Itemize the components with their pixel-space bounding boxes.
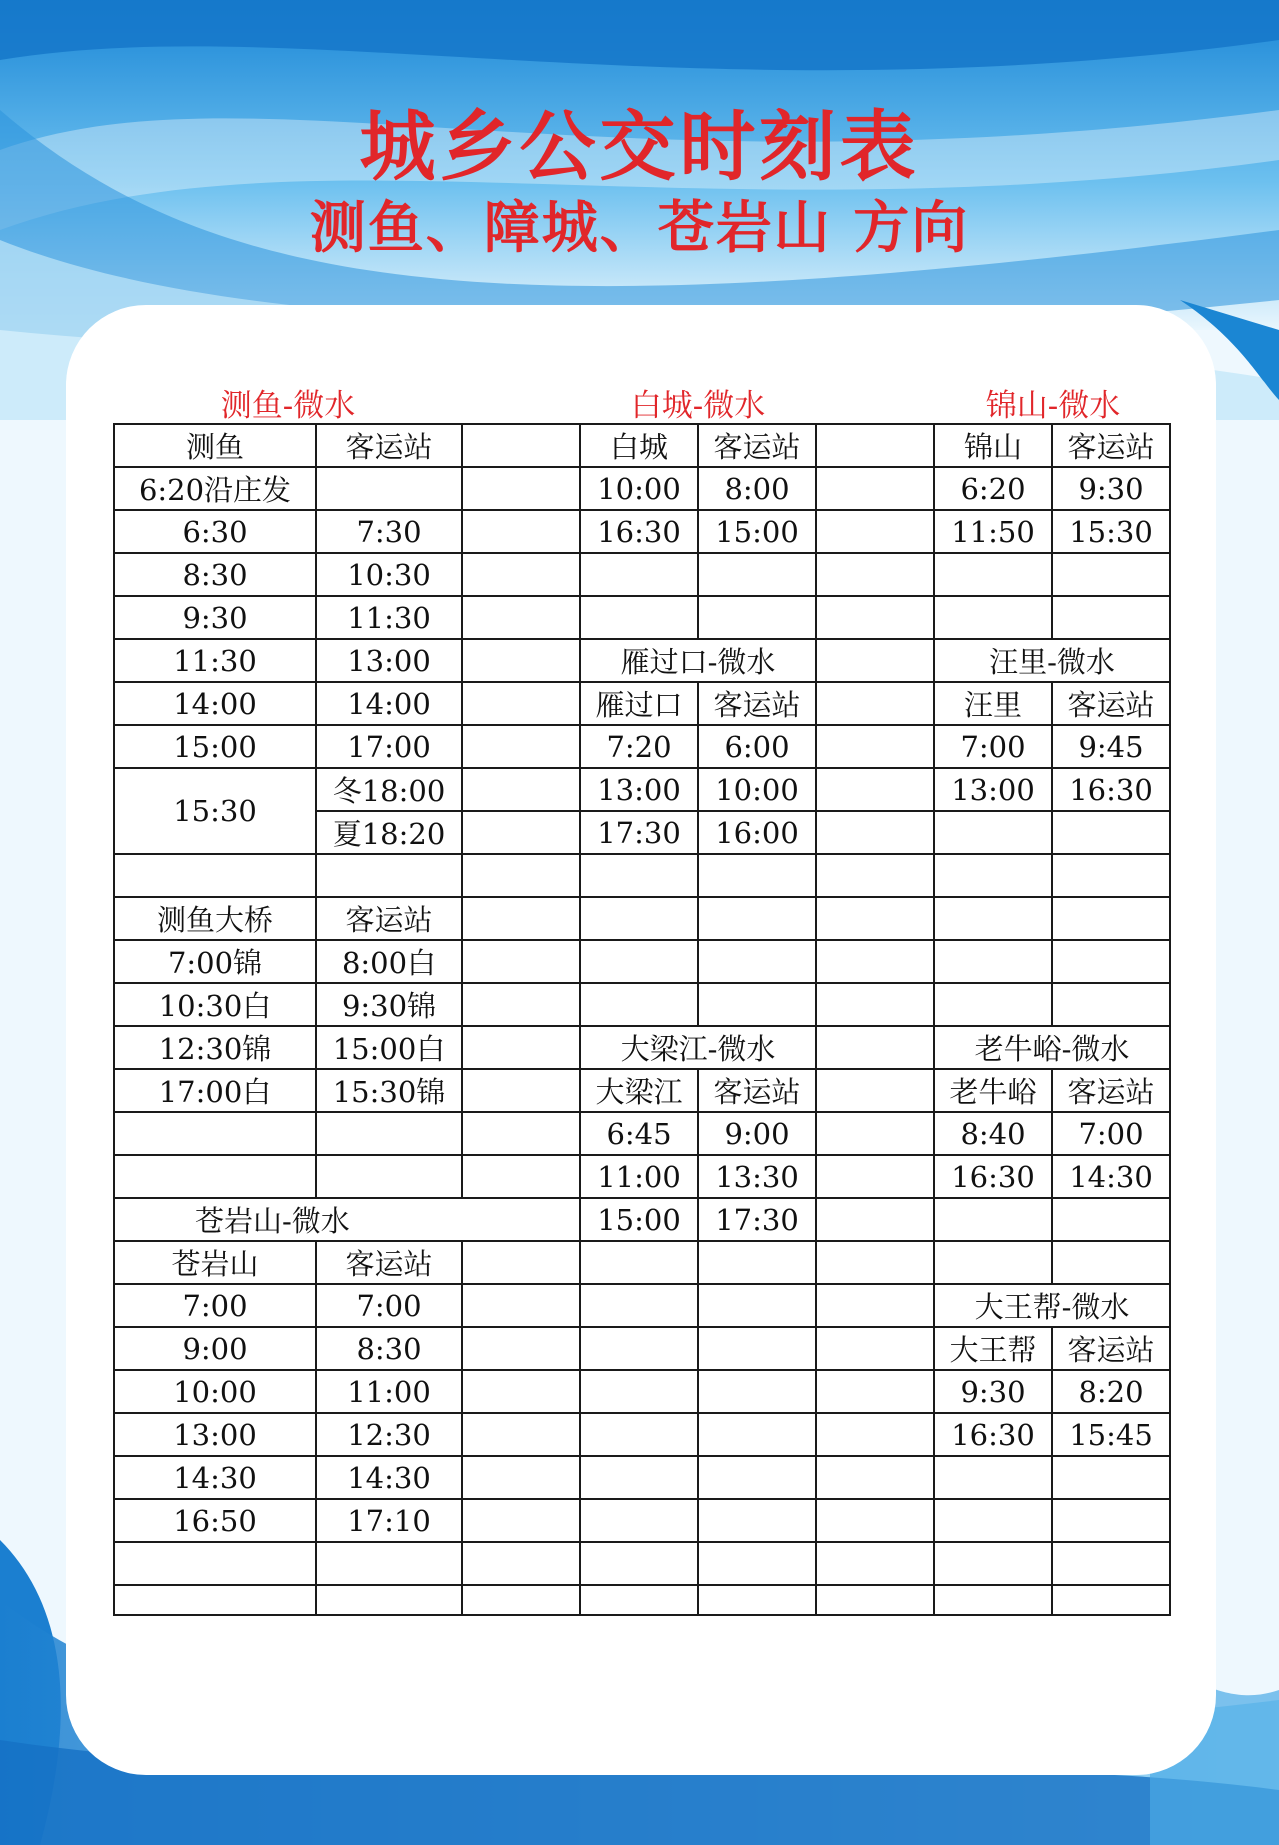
table-cell [934,983,1052,1026]
table-cell: 13:00 [114,1413,316,1456]
table-cell: 7:00 [316,1284,462,1327]
table-cell [462,768,580,811]
table-cell [698,553,816,596]
table-cell [462,854,580,897]
table-cell [816,1155,934,1198]
table-cell: 8:30 [114,553,316,596]
table-cell [462,1499,580,1542]
table-cell: 7:00锦 [114,940,316,983]
table-cell: 11:00 [316,1370,462,1413]
table-row [114,768,1170,811]
table-row [114,467,1170,510]
table-cell [1052,940,1170,983]
route-title-cangyanshan: 苍岩山-微水 [114,1198,580,1241]
table-cell: 雁过口 [580,682,698,725]
table-cell [816,1327,934,1370]
table-cell: 客运站 [698,1069,816,1112]
table-cell [580,940,698,983]
table-row [114,1585,1170,1615]
table-cell: 8:00 [698,467,816,510]
table-cell [316,1585,462,1615]
table-cell: 9:30 [934,1370,1052,1413]
table-cell: 14:30 [316,1456,462,1499]
table-cell [816,424,934,467]
table-row [114,854,1170,897]
table-cell: 7:00 [934,725,1052,768]
table-cell: 9:30锦 [316,983,462,1026]
table-cell: 白城 [580,424,698,467]
table-cell: 17:10 [316,1499,462,1542]
table-cell [580,1284,698,1327]
table-cell [580,1585,698,1615]
table-cell [580,897,698,940]
table-cell [1052,1585,1170,1615]
table-cell [462,940,580,983]
table-cell: 9:00 [114,1327,316,1370]
table-cell: 客运站 [1052,682,1170,725]
table-cell [580,1499,698,1542]
table-cell [816,1585,934,1615]
table-row [114,1413,1170,1456]
table-cell: 10:30 [316,553,462,596]
table-cell: 8:00白 [316,940,462,983]
page-subtitle: 测鱼、障城、苍岩山 方向 [309,196,970,261]
table-cell [816,811,934,854]
table-cell: 15:00 [698,510,816,553]
table-cell [316,1542,462,1585]
table-cell [934,596,1052,639]
table-cell: 大王帮 [934,1327,1052,1370]
table-cell [816,1241,934,1284]
table-row [114,983,1170,1026]
table-cell [698,897,816,940]
table-cell [1052,1542,1170,1585]
table-cell: 16:30 [1052,768,1170,811]
table-row [114,1327,1170,1370]
table-row [114,1542,1170,1585]
table-cell: 9:45 [1052,725,1170,768]
table-cell [816,1456,934,1499]
table-cell [816,596,934,639]
table-cell [816,725,934,768]
table-cell [816,1284,934,1327]
table-cell [816,1413,934,1456]
table-cell [462,1585,580,1615]
table-row [114,897,1170,940]
route-title-ceyu: 测鱼-微水 [220,388,356,424]
table-cell: 客运站 [316,1241,462,1284]
table-cell: 15:30锦 [316,1069,462,1112]
table-cell: 15:00白 [316,1026,462,1069]
table-cell [816,983,934,1026]
table-cell [934,553,1052,596]
table-cell: 12:30锦 [114,1026,316,1069]
table-cell: 17:00白 [114,1069,316,1112]
table-cell [316,467,462,510]
table-cell: 冬18:00 [316,768,462,811]
table-cell [1052,553,1170,596]
table-cell [816,1198,934,1241]
route-title-wangli: 汪里-微水 [934,639,1170,682]
table-cell: 7:20 [580,725,698,768]
table-cell [816,1069,934,1112]
table-cell [816,682,934,725]
table-cell [462,1112,580,1155]
table-row [114,596,1170,639]
table-cell [698,940,816,983]
table-cell: 9:00 [698,1112,816,1155]
table-cell: 11:30 [114,639,316,682]
table-cell [114,1585,316,1615]
table-cell: 15:30 [114,768,316,854]
table-cell: 17:30 [698,1198,816,1241]
table-cell: 6:30 [114,510,316,553]
table-cell: 8:30 [316,1327,462,1370]
table-cell: 7:00 [114,1284,316,1327]
table-cell [698,596,816,639]
table-cell: 17:00 [316,725,462,768]
table-row [114,639,1170,682]
table-cell [816,1542,934,1585]
table-cell: 11:50 [934,510,1052,553]
table-cell [698,983,816,1026]
table-row [114,510,1170,553]
table-cell [462,1026,580,1069]
table-cell [698,1370,816,1413]
table-cell [934,1542,1052,1585]
table-cell: 汪里 [934,682,1052,725]
table-cell [816,897,934,940]
table-cell [462,897,580,940]
table-cell: 13:30 [698,1155,816,1198]
table-cell [1052,854,1170,897]
table-cell [698,1284,816,1327]
table-cell: 11:00 [580,1155,698,1198]
route-title-daliangjiang: 大梁江-微水 [580,1026,816,1069]
table-cell [1052,1499,1170,1542]
table-cell [1052,897,1170,940]
table-cell [934,897,1052,940]
table-cell [816,768,934,811]
table-cell: 11:30 [316,596,462,639]
table-cell [934,1198,1052,1241]
table-cell: 客运站 [316,897,462,940]
table-cell: 13:00 [580,768,698,811]
table-cell: 15:00 [580,1198,698,1241]
table-cell: 10:00 [698,768,816,811]
table-cell: 客运站 [1052,1327,1170,1370]
table-cell: 7:00 [1052,1112,1170,1155]
table-cell: 10:30白 [114,983,316,1026]
table-cell [462,983,580,1026]
table-cell [462,639,580,682]
route-title-dawangbang: 大王帮-微水 [934,1284,1170,1327]
table-cell: 16:50 [114,1499,316,1542]
table-cell [934,854,1052,897]
table-cell [462,596,580,639]
table-cell [934,940,1052,983]
table-cell: 13:00 [934,768,1052,811]
table-cell: 16:30 [934,1155,1052,1198]
table-row [114,1370,1170,1413]
table-row [114,1198,1170,1241]
table-cell [462,682,580,725]
table-cell [1052,1241,1170,1284]
table-cell [580,596,698,639]
table-cell [934,1499,1052,1542]
table-cell [462,1413,580,1456]
table-cell [316,1155,462,1198]
table-row [114,1112,1170,1155]
table-cell [698,1327,816,1370]
table-cell: 客运站 [1052,1069,1170,1112]
table-cell [580,1542,698,1585]
table-cell: 14:30 [1052,1155,1170,1198]
table-cell [580,983,698,1026]
table-cell [1052,1456,1170,1499]
table-cell: 13:00 [316,639,462,682]
table-cell [114,1112,316,1155]
table-cell: 14:00 [316,682,462,725]
table-cell: 16:30 [580,510,698,553]
table-cell [462,1542,580,1585]
table-cell [934,1241,1052,1284]
table-cell: 6:20 [934,467,1052,510]
table-row [114,1069,1170,1112]
table-cell [1052,596,1170,639]
table-cell [698,1413,816,1456]
table-cell: 8:40 [934,1112,1052,1155]
table-cell [816,940,934,983]
table-cell: 老牛峪 [934,1069,1052,1112]
table-cell [816,1370,934,1413]
page-title: 城乡公交时刻表 [359,102,920,191]
table-cell: 6:45 [580,1112,698,1155]
table-cell [1052,1198,1170,1241]
table-cell [462,1370,580,1413]
table-cell [698,1542,816,1585]
table-cell: 15:45 [1052,1413,1170,1456]
table-cell [462,1327,580,1370]
table-cell: 8:20 [1052,1370,1170,1413]
table-cell [580,553,698,596]
table-cell [698,1241,816,1284]
table-cell [698,1585,816,1615]
table-cell [698,1456,816,1499]
table-cell [816,467,934,510]
table-cell: 夏18:20 [316,811,462,854]
table-cell: 6:00 [698,725,816,768]
table-cell [816,1499,934,1542]
table-cell: 客运站 [316,424,462,467]
route-title-jinshan: 锦山-微水 [985,388,1121,424]
table-cell [462,1069,580,1112]
table-row [114,1456,1170,1499]
table-cell: 16:00 [698,811,816,854]
table-cell [580,1241,698,1284]
table-cell [816,1026,934,1069]
table-cell: 9:30 [1052,467,1170,510]
table-cell [580,1413,698,1456]
table-row [114,940,1170,983]
table-cell: 苍岩山 [114,1241,316,1284]
table-row [114,1499,1170,1542]
table-cell [462,811,580,854]
table-cell [114,1542,316,1585]
table-cell: 客运站 [698,424,816,467]
table-cell [462,1456,580,1499]
table-cell [580,854,698,897]
table-cell: 12:30 [316,1413,462,1456]
table-row [114,1026,1170,1069]
table-cell [114,854,316,897]
table-row [114,553,1170,596]
table-cell [462,424,580,467]
table-row [114,424,1170,467]
table-row [114,1241,1170,1284]
table-cell: 15:00 [114,725,316,768]
route-title-yanguokou: 雁过口-微水 [580,639,816,682]
table-cell [462,510,580,553]
table-cell: 10:00 [114,1370,316,1413]
table-cell: 17:30 [580,811,698,854]
table-cell: 锦山 [934,424,1052,467]
table-cell: 14:00 [114,682,316,725]
table-cell [698,1499,816,1542]
table-cell [462,1284,580,1327]
table-cell: 测鱼 [114,424,316,467]
bus-timetable [113,423,1171,1616]
table-cell [934,1456,1052,1499]
table-cell [580,1370,698,1413]
table-row [114,1155,1170,1198]
table-cell [316,1112,462,1155]
table-cell: 客运站 [698,682,816,725]
table-cell: 14:30 [114,1456,316,1499]
table-cell [816,553,934,596]
table-cell [934,1585,1052,1615]
table-cell: 大梁江 [580,1069,698,1112]
table-cell: 7:30 [316,510,462,553]
table-cell: 6:20沿庄发 [114,467,316,510]
table-cell [816,639,934,682]
table-row [114,725,1170,768]
table-cell [580,1327,698,1370]
table-cell [462,725,580,768]
route-title-laoniuyu: 老牛峪-微水 [934,1026,1170,1069]
table-cell [462,1155,580,1198]
route-title-baicheng: 白城-微水 [630,388,766,424]
table-cell [698,854,816,897]
table-cell: 16:30 [934,1413,1052,1456]
table-cell [816,1112,934,1155]
table-cell [816,854,934,897]
table-cell [462,467,580,510]
table-cell: 测鱼大桥 [114,897,316,940]
table-cell [1052,983,1170,1026]
table-cell [114,1155,316,1198]
table-cell [816,510,934,553]
table-cell [934,811,1052,854]
table-cell: 10:00 [580,467,698,510]
table-cell [580,1456,698,1499]
table-cell [1052,811,1170,854]
table-cell [462,1241,580,1284]
table-cell: 客运站 [1052,424,1170,467]
table-cell: 9:30 [114,596,316,639]
table-cell [316,854,462,897]
table-row [114,1284,1170,1327]
table-cell: 15:30 [1052,510,1170,553]
table-row [114,682,1170,725]
table-cell [462,553,580,596]
